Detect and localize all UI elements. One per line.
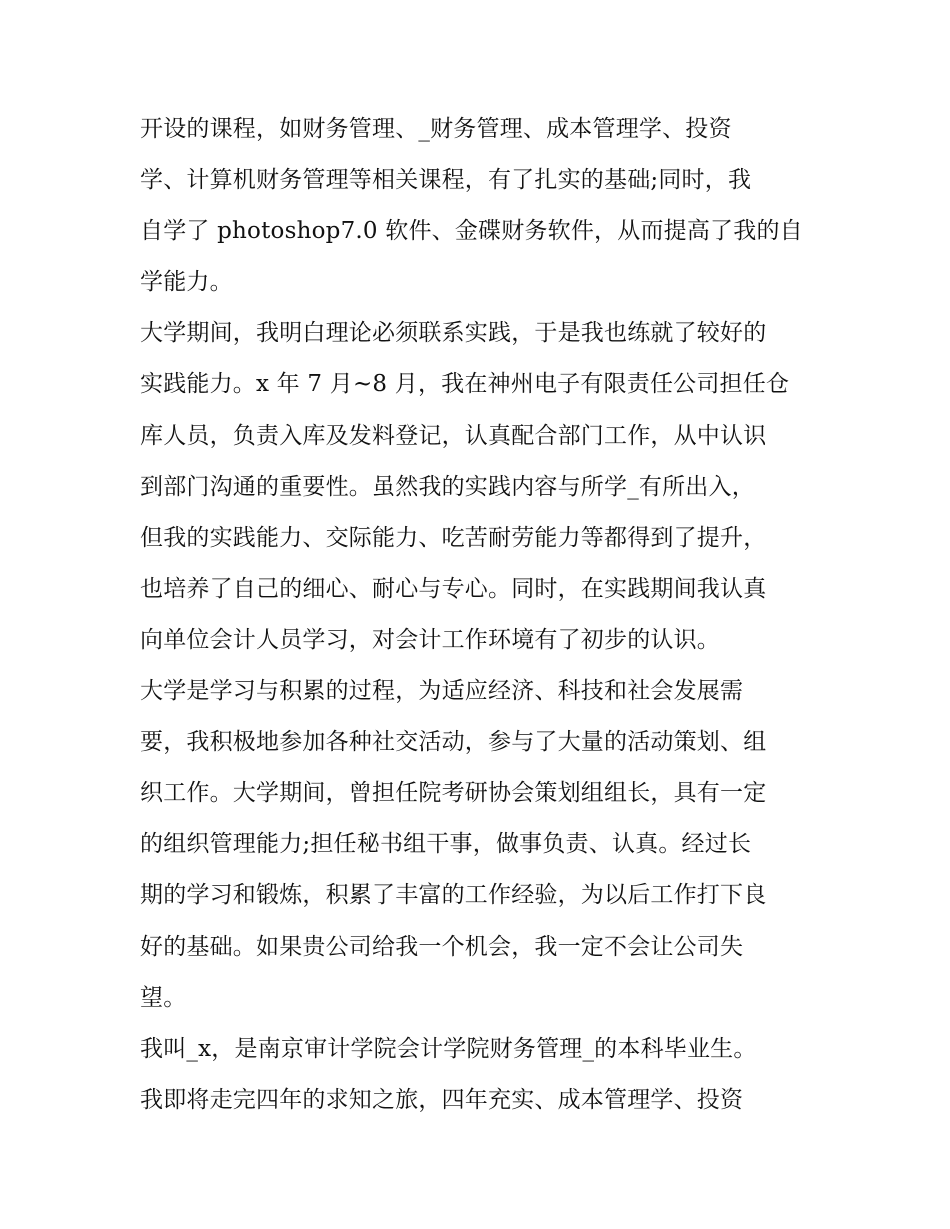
text-line: 实践能力。x 年 7 月~8 月，我在神州电子有限责任公司担任仓	[140, 371, 790, 398]
text-line: 织工作。大学期间，曾担任院考研协会策划组组长，具有一定	[140, 780, 767, 807]
text-line: 期的学习和锻炼，积累了丰富的工作经验，为以后工作打下良	[140, 882, 767, 909]
text-line: 好的基础。如果贵公司给我一个机会，我一定不会让公司失	[140, 933, 744, 960]
text-line: 我即将走完四年的求知之旅，四年充实、成本管理学、投资	[140, 1086, 744, 1113]
text-line: 但我的实践能力、交际能力、吃苦耐劳能力等都得到了提升，	[140, 524, 767, 551]
text-line: 我叫_x，是南京审计学院会计学院财务管理_的本科毕业生。	[140, 1035, 757, 1062]
text-line: 自学了 photoshop7.0 软件、金碟财务软件，从而提高了我的自	[140, 218, 803, 245]
text-line: 要，我积极地参加各种社交活动，参与了大量的活动策划、组	[140, 729, 767, 756]
text-line: 大学期间，我明白理论必须联系实践，于是我也练就了较好的	[140, 320, 767, 347]
text-line: 大学是学习与积累的过程，为适应经济、科技和社会发展需	[140, 678, 744, 705]
text-line: 向单位会计人员学习，对会计工作环境有了初步的认识。	[140, 626, 720, 653]
text-line: 到部门沟通的重要性。虽然我的实践内容与所学_有所出入，	[140, 473, 755, 500]
text-line: 望。	[140, 984, 187, 1011]
body-text	[140, 106, 820, 1128]
text-line: 开设的课程，如财务管理、_财务管理、成本管理学、投资	[140, 116, 732, 142]
text-line: 的组织管理能力;担任秘书组干事，做事负责、认真。经过长	[140, 831, 752, 858]
text-line: 库人员，负责入库及发料登记，认真配合部门工作，从中认识	[140, 422, 767, 449]
text-line: 也培养了自己的细心、耐心与专心。同时，在实践期间我认真	[140, 575, 767, 602]
text-line: 学能力。	[140, 269, 233, 296]
text-line: 学、计算机财务管理等相关课程，有了扎实的基础;同时，我	[140, 167, 752, 194]
